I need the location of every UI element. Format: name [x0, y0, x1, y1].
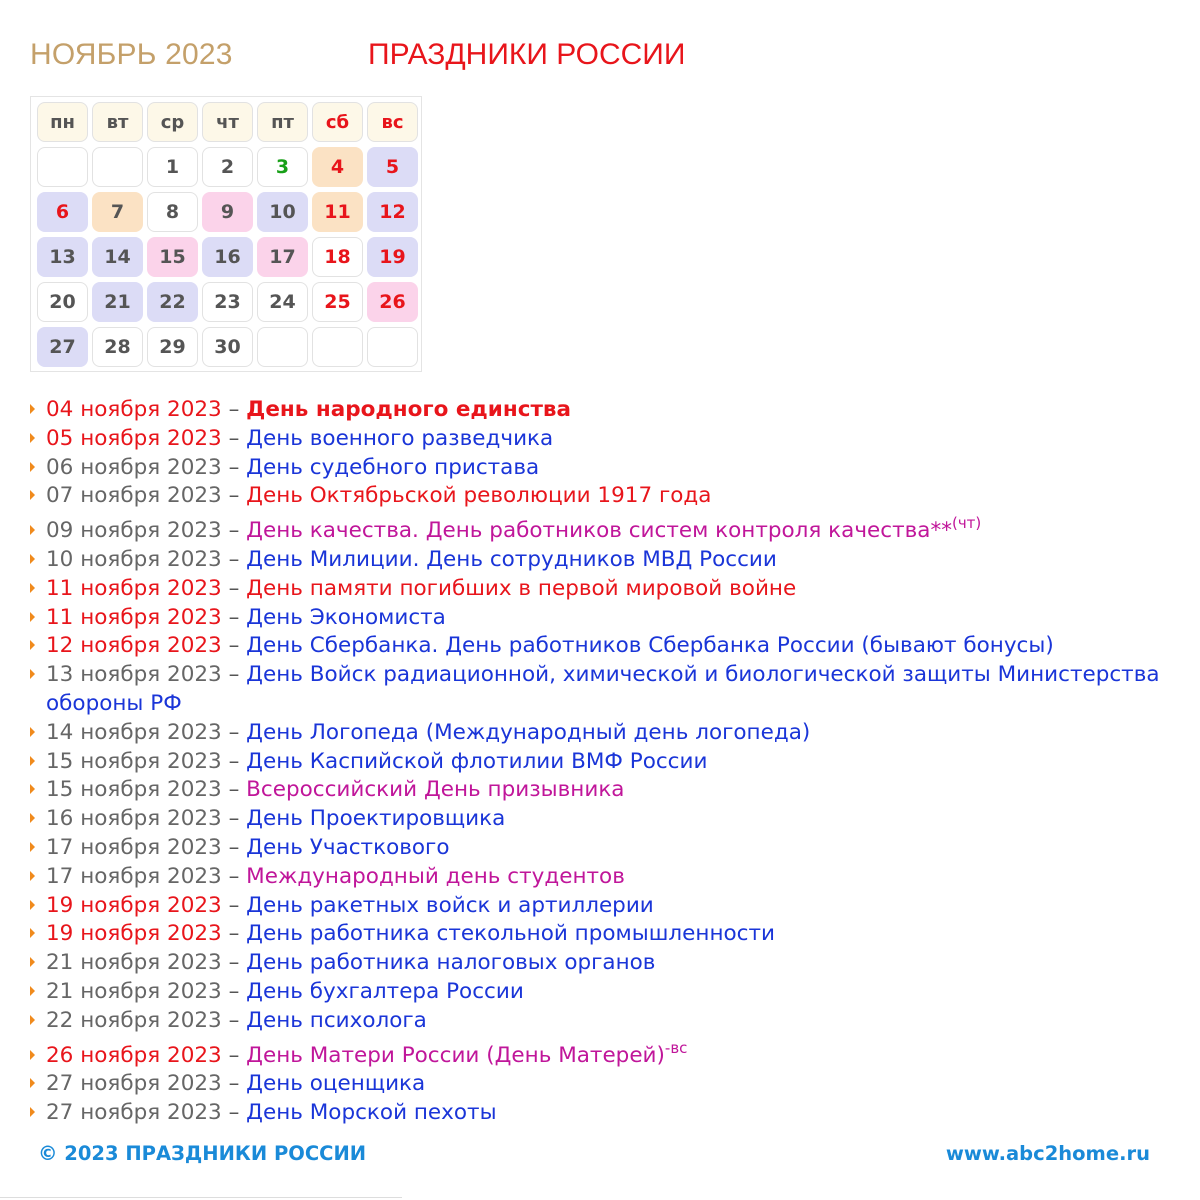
holiday-date: 07 ноября 2023 [46, 483, 222, 509]
holiday-item [30, 1099, 1180, 1128]
holiday-date: 27 ноября 2023 [46, 1100, 222, 1126]
holiday-title: День работника стекольной промышленности [246, 921, 775, 947]
day-cell-empty [37, 147, 88, 187]
holiday-date: 06 ноября 2023 [46, 454, 222, 480]
holiday-list [30, 396, 1180, 1128]
holiday-item [30, 748, 1180, 777]
day-cell[interactable]: 1 [147, 147, 198, 187]
day-cell[interactable]: 25 [312, 282, 363, 322]
holiday-separator: – [228, 950, 240, 976]
bullet-icon [30, 1107, 35, 1117]
holiday-separator: – [228, 1007, 240, 1033]
holiday-separator: – [228, 633, 240, 659]
holiday-date: 10 ноября 2023 [46, 546, 222, 572]
day-cell[interactable]: 23 [202, 282, 253, 322]
day-cell[interactable]: 13 [37, 237, 88, 277]
day-cell-empty [92, 147, 143, 187]
holiday-date: 22 ноября 2023 [46, 1007, 222, 1033]
day-cell[interactable]: 22 [147, 282, 198, 322]
holiday-separator: – [228, 1100, 240, 1126]
site-title: ПРАЗДНИКИ РОССИИ [368, 38, 686, 71]
holiday-note: -вс [664, 1038, 688, 1057]
day-cell[interactable]: 24 [257, 282, 308, 322]
day-cell-empty [367, 327, 418, 367]
bottom-divider [0, 1197, 402, 1198]
holiday-title: Всероссийский День призывника [246, 777, 625, 803]
holiday-separator: – [228, 1042, 240, 1068]
copyright-text: © 2023 ПРАЗДНИКИ РОССИИ [38, 1142, 367, 1165]
day-cell[interactable]: 26 [367, 282, 418, 322]
holiday-date: 12 ноября 2023 [46, 633, 222, 659]
day-cell[interactable]: 10 [257, 192, 308, 232]
holiday-item [30, 661, 1180, 719]
holiday-date: 21 ноября 2023 [46, 950, 222, 976]
weekday-sat: сб [312, 102, 363, 142]
bullet-icon [30, 727, 35, 737]
day-cell-empty [257, 327, 308, 367]
day-cell[interactable]: 7 [92, 192, 143, 232]
day-cell[interactable]: 3 [257, 147, 308, 187]
weekday-fri: пт [257, 102, 308, 142]
bullet-icon [30, 525, 35, 535]
holiday-item [30, 514, 1180, 546]
holiday-title: День оценщика [246, 1071, 426, 1097]
holiday-item [30, 482, 1180, 511]
holiday-title: День качества. День работников систем контроля качества** [246, 518, 952, 544]
bullet-icon [30, 583, 35, 593]
holiday-title: День бухгалтера России [246, 978, 524, 1004]
holiday-date: 21 ноября 2023 [46, 978, 222, 1004]
holiday-title: День Морской пехоты [246, 1100, 497, 1126]
holiday-title: День Октябрьской революции 1917 года [246, 483, 712, 509]
bullet-icon [30, 900, 35, 910]
holiday-separator: – [228, 806, 240, 832]
day-cell[interactable]: 2 [202, 147, 253, 187]
holiday-separator: – [228, 978, 240, 1004]
bullet-icon [30, 813, 35, 823]
holiday-separator: – [228, 454, 240, 480]
bullet-icon [30, 669, 35, 679]
day-cell[interactable]: 17 [257, 237, 308, 277]
holiday-item [30, 978, 1180, 1007]
bullet-icon [30, 554, 35, 564]
holiday-title: День работника налоговых органов [246, 950, 656, 976]
holiday-separator: – [228, 892, 240, 918]
holiday-title: День Экономиста [246, 604, 446, 630]
weekday-tue: вт [92, 102, 143, 142]
bullet-icon [30, 957, 35, 967]
holiday-separator: – [228, 518, 240, 544]
day-cell-empty [312, 327, 363, 367]
holiday-item [30, 1007, 1180, 1036]
holiday-item [30, 719, 1180, 748]
holiday-date: 09 ноября 2023 [46, 518, 222, 544]
bullet-icon [30, 871, 35, 881]
holiday-item [30, 863, 1180, 892]
weekday-thu: чт [202, 102, 253, 142]
day-cell[interactable]: 19 [367, 237, 418, 277]
holiday-item [30, 575, 1180, 604]
holiday-separator: – [228, 546, 240, 572]
holiday-title: День Матери России (День Матерей) [246, 1042, 665, 1068]
holiday-separator: – [228, 483, 240, 509]
bullet-icon [30, 490, 35, 500]
holiday-title: День ракетных войск и артиллерии [246, 892, 654, 918]
holiday-item [30, 632, 1180, 661]
holiday-date: 19 ноября 2023 [46, 892, 222, 918]
day-cell[interactable]: 6 [37, 192, 88, 232]
holiday-date: 11 ноября 2023 [46, 604, 222, 630]
holiday-separator: – [228, 777, 240, 803]
holiday-separator: – [228, 834, 240, 860]
holiday-date: 19 ноября 2023 [46, 921, 222, 947]
day-cell[interactable]: 28 [92, 327, 143, 367]
holiday-item [30, 396, 1180, 425]
holiday-date: 04 ноября 2023 [46, 397, 222, 422]
bullet-icon [30, 462, 35, 472]
bullet-icon [30, 842, 35, 852]
holiday-title: День памяти погибших в первой мировой войне [246, 575, 797, 601]
day-cell[interactable]: 14 [92, 237, 143, 277]
calendar-grid [30, 96, 422, 372]
holiday-separator: – [228, 921, 240, 947]
holiday-item [30, 1070, 1180, 1099]
holiday-title: День Логопеда (Международный день логопеда) [246, 719, 811, 745]
holiday-title: День народного единства [246, 397, 572, 422]
holiday-item [30, 454, 1180, 483]
bullet-icon [30, 784, 35, 794]
holiday-title: День Каспийской флотилии ВМФ России [246, 748, 708, 774]
holiday-note: (чт) [951, 514, 982, 533]
day-cell[interactable]: 27 [37, 327, 88, 367]
holiday-separator: – [228, 425, 240, 451]
day-cell[interactable]: 20 [37, 282, 88, 322]
holiday-date: 05 ноября 2023 [46, 425, 222, 451]
day-cell[interactable]: 29 [147, 327, 198, 367]
holiday-date: 14 ноября 2023 [46, 719, 222, 745]
holiday-title: День Милиции. День сотрудников МВД России [246, 546, 777, 572]
holiday-separator: – [228, 397, 240, 422]
day-cell[interactable]: 9 [202, 192, 253, 232]
day-cell[interactable]: 16 [202, 237, 253, 277]
holiday-item [30, 604, 1180, 633]
holiday-separator: – [228, 748, 240, 774]
holiday-date: 11 ноября 2023 [46, 575, 222, 601]
day-cell[interactable]: 18 [312, 237, 363, 277]
bullet-icon [30, 986, 35, 996]
weekday-mon: пн [37, 102, 88, 142]
holiday-separator: – [228, 575, 240, 601]
holiday-item [30, 776, 1180, 805]
holiday-item [30, 425, 1180, 454]
holiday-date: 17 ноября 2023 [46, 834, 222, 860]
holiday-separator: – [228, 863, 240, 889]
bullet-icon [30, 1078, 35, 1088]
bullet-icon [30, 404, 35, 414]
holiday-date: 15 ноября 2023 [46, 748, 222, 774]
bullet-icon [30, 612, 35, 622]
holiday-separator: – [228, 719, 240, 745]
holiday-date: 15 ноября 2023 [46, 777, 222, 803]
bullet-icon [30, 433, 35, 443]
day-cell[interactable]: 11 [312, 192, 363, 232]
holiday-item [30, 949, 1180, 978]
day-cell[interactable]: 8 [147, 192, 198, 232]
holiday-title: Международный день студентов [246, 863, 625, 889]
bullet-icon [30, 756, 35, 766]
day-cell[interactable]: 15 [147, 237, 198, 277]
holiday-date: 27 ноября 2023 [46, 1071, 222, 1097]
day-cell[interactable]: 21 [92, 282, 143, 322]
holiday-separator: – [228, 662, 240, 688]
holiday-item [30, 1038, 1180, 1071]
holiday-title: День Сбербанка. День работников Сбербанка России (бывают бонусы) [246, 633, 1054, 659]
website-link[interactable]: www.abc2home.ru [945, 1142, 1150, 1165]
holiday-date: 17 ноября 2023 [46, 863, 222, 889]
holiday-title: День Войск радиационной, химической и биологической защиты Министерства обороны РФ [46, 662, 1160, 716]
bullet-icon [30, 928, 35, 938]
day-cell[interactable]: 4 [312, 147, 363, 187]
holiday-item [30, 920, 1180, 949]
weekday-wed: ср [147, 102, 198, 142]
day-cell[interactable]: 30 [202, 327, 253, 367]
holiday-item [30, 892, 1180, 921]
holiday-item [30, 546, 1180, 575]
holiday-separator: – [228, 1071, 240, 1097]
holiday-title: День военного разведчика [246, 425, 554, 451]
holiday-date: 13 ноября 2023 [46, 662, 222, 688]
holiday-item [30, 834, 1180, 863]
weekday-sun: вс [367, 102, 418, 142]
day-cell[interactable]: 12 [367, 192, 418, 232]
holiday-title: День судебного пристава [246, 454, 540, 480]
holiday-item [30, 805, 1180, 834]
holiday-title: День психолога [246, 1007, 427, 1033]
bullet-icon [30, 640, 35, 650]
holiday-title: День Участкового [246, 834, 450, 860]
holiday-date: 16 ноября 2023 [46, 806, 222, 832]
holiday-title: День Проектировщика [246, 806, 506, 832]
holiday-separator: – [228, 604, 240, 630]
bullet-icon [30, 1015, 35, 1025]
month-title: НОЯБРЬ 2023 [30, 38, 233, 71]
bullet-icon [30, 1050, 35, 1060]
holiday-date: 26 ноября 2023 [46, 1042, 222, 1068]
day-cell[interactable]: 5 [367, 147, 418, 187]
